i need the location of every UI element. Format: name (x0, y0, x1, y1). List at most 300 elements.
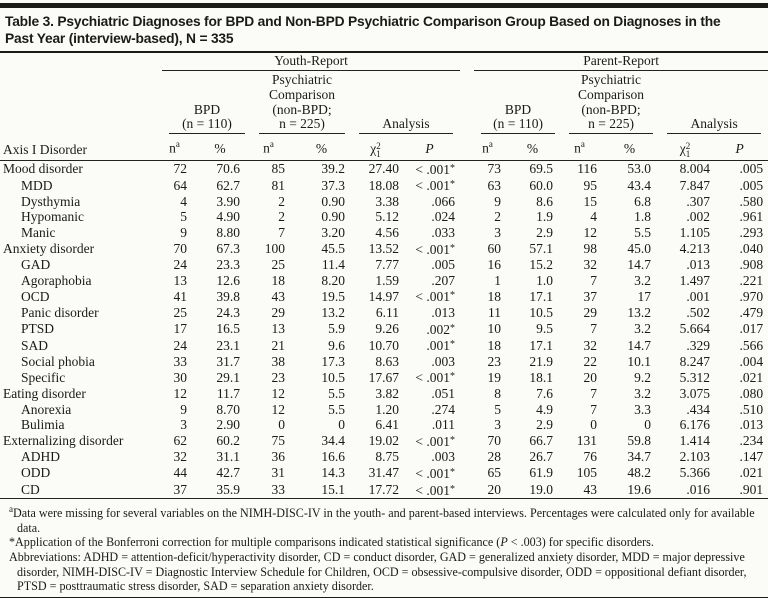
column-gap (460, 273, 474, 289)
cell: .502 (686, 305, 711, 321)
cell: 0.90 (321, 193, 345, 209)
cell: 10 (487, 321, 502, 337)
table-title (0, 8, 768, 53)
table-title-line2: Past Year (interview-based), N = 335 (5, 31, 234, 46)
cell: 14.3 (321, 465, 345, 481)
footnote-marker: a (9, 504, 13, 515)
cell: 12 (173, 386, 187, 401)
group-label: Psychiatric (581, 72, 642, 87)
cell: 15 (583, 193, 598, 209)
table-row (0, 369, 768, 386)
cell: 24 (173, 257, 187, 273)
cell: .016 (660, 482, 716, 499)
cell: 64 (173, 177, 187, 193)
group-header-analysis-parent (660, 71, 768, 135)
cell: 62.7 (216, 177, 240, 193)
cell: 6.41 (375, 417, 399, 433)
cell: 60.2 (216, 433, 240, 449)
table-row (0, 225, 768, 241)
cell: 2.103 (679, 449, 711, 465)
cell: 18.08 (368, 177, 399, 193)
cell: 25 (271, 257, 285, 273)
cell: < .001* (415, 241, 456, 257)
cell: 14.7 (627, 337, 652, 353)
footnote-bonferroni (5, 535, 764, 550)
cell: 5.5 (634, 225, 652, 241)
cell: .005 (739, 177, 764, 193)
table-header (0, 53, 768, 160)
cell: 43 (271, 288, 285, 304)
cell: .293 (739, 225, 764, 241)
table-row (0, 160, 768, 177)
cell: 22 (583, 353, 598, 369)
cell: 1.0 (536, 272, 554, 288)
column-gap (460, 465, 474, 482)
cell: .002* (426, 321, 456, 337)
column-header-n: $n^a$ (562, 134, 608, 160)
cell: 1.497 (679, 272, 711, 288)
cell: 7 (590, 321, 598, 337)
cell: 19 (487, 369, 502, 385)
cell: .207 (431, 272, 456, 288)
cell: 20 (474, 482, 512, 499)
cell: 3.075 (679, 386, 711, 401)
column-header-chi-square: χ 2 1 (660, 134, 716, 160)
cell: 17.67 (368, 369, 399, 385)
row-label: MDD (21, 177, 53, 193)
section-gap (460, 53, 474, 160)
cell: < .001* (415, 289, 456, 305)
cell: 4.56 (375, 225, 399, 241)
cell: .040 (739, 241, 764, 257)
column-gap (460, 449, 474, 465)
cell: .005 (431, 257, 456, 273)
footnote-text: < .003) for specific disorders. (507, 535, 654, 550)
cell: 5.12 (375, 209, 399, 225)
column-gap (460, 386, 474, 402)
group-n: (n = 110) (493, 116, 543, 132)
column-gap (460, 160, 474, 177)
cell: 7 (590, 272, 598, 288)
cell: 33 (173, 353, 187, 369)
cell: 12 (271, 386, 285, 401)
cell: 1.59 (375, 272, 399, 288)
footnote-missing-data (5, 502, 764, 535)
cell: 19.0 (512, 482, 562, 499)
column-gap (460, 305, 474, 321)
cell: 13.2 (627, 305, 652, 321)
column-gap (460, 417, 474, 433)
column-header-p: P (404, 134, 460, 160)
cell: 15.1 (298, 482, 352, 499)
table-row (0, 288, 768, 305)
cell: 31.7 (216, 353, 240, 369)
cell: 81 (271, 177, 285, 193)
cell: .908 (739, 257, 764, 273)
group-n: n = 225) (588, 116, 634, 132)
cell: 14.97 (368, 288, 399, 304)
cell: 7.847 (679, 177, 711, 193)
cell: .013 (686, 257, 711, 273)
cell: .013 (739, 417, 764, 433)
cell: .479 (739, 305, 764, 321)
footnote-text: Data were missing for several variables on the NIMH-DISC-IV in the youth- and parent-based interviews. Percentages were calculated only for available data. (13, 506, 755, 535)
cell: .033 (431, 225, 456, 241)
cell: 43.4 (627, 177, 652, 193)
cell: 8.70 (216, 401, 240, 417)
cell: 31.1 (216, 449, 240, 465)
cell: 105 (576, 465, 598, 481)
cell: 16 (487, 257, 502, 273)
cell: 17.3 (321, 353, 345, 369)
cell: 29 (271, 305, 285, 321)
column-gap (460, 482, 474, 499)
cell: 18.1 (529, 369, 554, 385)
table-row (0, 337, 768, 354)
cell: 76 (583, 449, 598, 465)
footnote-abbreviations: Abbreviations: ADHD = attention-deficit/hyperactivity disorder, CD = conduct disorder, GAD = generalized anxiety disorder, MDD = major depressive disorder, NIMH-DISC-IV = Diagnostic Interview Schedule for Children, OCD = obsessive-compulsive disorder, ODD = oppositional defiant disorder, PTSD = posttraumatic stress disorder, SAD = separation anxiety disorder. (9, 549, 747, 594)
cell: 17 (173, 321, 187, 337)
cell: .004 (739, 353, 764, 369)
cell: 3.2 (634, 321, 652, 337)
cell: 0 (590, 417, 598, 433)
cell: 21 (271, 337, 285, 353)
column-header-n: $n^a$ (162, 134, 200, 160)
cell: 31 (271, 465, 285, 481)
cell: 4.213 (679, 241, 711, 257)
row-label: Specific (21, 369, 66, 385)
table-row (0, 449, 768, 465)
axis-column-header: Axis I Disorder (0, 53, 162, 160)
cell: 2 (278, 209, 285, 225)
cell: 13.2 (321, 305, 345, 321)
cell: 59.8 (627, 433, 652, 449)
cell: < .001* (415, 370, 456, 386)
cell: 11.7 (216, 386, 240, 401)
group-label: BPD (504, 101, 532, 117)
column-gap (460, 257, 474, 273)
cell: 1.20 (375, 401, 399, 417)
cell: < .001* (415, 465, 456, 481)
row-label: Externalizing disorder (3, 433, 124, 449)
cell: 24 (173, 337, 187, 353)
cell: 9.5 (536, 321, 554, 337)
cell: 44 (173, 465, 187, 481)
column-header-pct: % (512, 134, 562, 160)
cell: 33 (252, 482, 298, 499)
cell: 17 (637, 288, 652, 304)
cell: 39.8 (216, 288, 240, 304)
group-label: Comparison (578, 86, 645, 102)
column-gap (460, 241, 474, 258)
cell: 27.40 (368, 161, 399, 177)
cell: 23 (487, 353, 502, 369)
cell: 53.0 (627, 161, 652, 177)
cell: 12 (583, 225, 598, 241)
cell: 6.8 (634, 193, 652, 209)
group-label: (non-BPD; (581, 101, 641, 117)
table-row (0, 433, 768, 450)
column-header-pct: % (200, 134, 252, 160)
column-gap (460, 354, 474, 370)
cell: 21.9 (529, 353, 554, 369)
row-label: Panic disorder (21, 305, 99, 321)
cell: 38 (271, 353, 285, 369)
cell: 48.2 (627, 465, 652, 481)
cell: 8.20 (321, 272, 345, 288)
column-gap (460, 288, 474, 305)
cell: 116 (577, 161, 598, 177)
cell: 7 (278, 225, 285, 241)
cell: 60.0 (529, 177, 554, 193)
cell: 25 (173, 305, 187, 321)
cell: .051 (431, 386, 456, 401)
cell: 3.3 (634, 401, 652, 417)
cell: 23.1 (216, 337, 240, 353)
cell: 9.2 (634, 369, 652, 385)
group-n: (n = 110) (182, 116, 232, 132)
group-header-bpd-parent (474, 71, 562, 135)
cell: 69.5 (529, 161, 554, 177)
table-title-line1: Table 3. Psychiatric Diagnoses for BPD and Non-BPD Psychiatric Comparison Group Based on Diagnoses in the (5, 14, 721, 29)
cell: 65 (487, 465, 502, 481)
cell: .002 (686, 209, 711, 225)
group-label: Analysis (382, 116, 430, 132)
group-label: BPD (193, 101, 221, 117)
cell: 35.9 (200, 482, 252, 499)
cell: .003 (431, 353, 456, 369)
cell: 34.7 (627, 449, 652, 465)
cell: 41 (173, 288, 187, 304)
p-symbol: P (500, 535, 508, 550)
cell: 32 (583, 337, 598, 353)
column-gap (460, 369, 474, 386)
cell: 7.77 (375, 257, 399, 273)
cell: .021 (739, 465, 764, 481)
cell: .901 (716, 482, 768, 499)
cell: 16.6 (321, 449, 345, 465)
cell: 62 (173, 433, 187, 449)
row-label: Hypomanic (21, 209, 84, 225)
cell: 8.75 (375, 449, 399, 465)
cell: < .001* (415, 161, 456, 177)
cell: .013 (431, 305, 456, 321)
cell: .961 (739, 209, 764, 225)
cell: < .001* (415, 178, 456, 194)
cell: 70 (173, 241, 187, 257)
row-label: Bulimia (21, 417, 65, 433)
section-header-youth: Youth-Report (162, 53, 460, 71)
cell: 39.2 (321, 161, 345, 177)
cell: .080 (739, 386, 764, 401)
cell: 26.7 (529, 449, 554, 465)
cell: 19.6 (608, 482, 660, 499)
row-label: OCD (21, 288, 50, 304)
group-label: Psychiatric (272, 72, 332, 87)
table-body (0, 160, 768, 498)
cell: 6.176 (679, 417, 711, 433)
table-row (0, 402, 768, 418)
cell: 31.47 (368, 465, 399, 481)
row-label: Agoraphobia (21, 272, 92, 288)
cell: 63 (487, 177, 502, 193)
cell: 4 (180, 193, 187, 209)
cell: .274 (431, 401, 456, 417)
group-header-comparison-parent (562, 71, 660, 135)
cell: .003 (431, 449, 456, 465)
cell: .066 (431, 193, 456, 209)
cell: 5.312 (679, 369, 711, 385)
cell: 29 (583, 305, 598, 321)
cell: 14.7 (627, 257, 652, 273)
cell: .510 (739, 401, 764, 417)
cell: 30 (173, 369, 187, 385)
group-label: Comparison (269, 86, 335, 102)
footnote-marker: * (9, 535, 16, 550)
cell: 7.6 (536, 386, 554, 401)
table-row (0, 321, 768, 338)
cell: 17.1 (529, 288, 554, 304)
cell: 66.7 (529, 433, 554, 449)
cell: 32 (583, 257, 598, 273)
cell: 67.3 (216, 241, 240, 257)
cell: 0 (278, 417, 285, 433)
row-label: ADHD (21, 449, 60, 465)
group-n: n = 225) (279, 116, 325, 132)
cell: 75 (271, 433, 285, 449)
cell: .001* (426, 338, 456, 354)
cell: 17.1 (529, 337, 554, 353)
cell: 3.90 (216, 193, 240, 209)
row-label: PTSD (21, 321, 55, 337)
cell: 28 (487, 449, 502, 465)
cell: 70.6 (216, 161, 240, 177)
group-label: Analysis (690, 116, 738, 132)
row-label: Social phobia (21, 353, 95, 369)
cell: 60 (487, 241, 502, 257)
cell: 34.4 (321, 433, 345, 449)
cell: 9.6 (328, 337, 345, 353)
cell: 1.9 (536, 209, 554, 225)
cell: 8.63 (375, 353, 399, 369)
cell: 3.2 (634, 272, 652, 288)
cell: 20 (583, 369, 598, 385)
cell: 18 (271, 272, 285, 288)
cell: 0 (644, 417, 652, 433)
cell: .434 (686, 401, 711, 417)
cell: 0 (338, 417, 345, 433)
diagnoses-table (0, 53, 768, 499)
table-row (0, 305, 768, 321)
cell: 15.2 (529, 257, 554, 273)
cell: 10.5 (529, 305, 554, 321)
cell: .580 (739, 193, 764, 209)
cell: 12 (271, 401, 285, 417)
cell: 7 (590, 401, 598, 417)
cell: 45.5 (321, 241, 345, 257)
cell: 3.38 (375, 193, 399, 209)
cell: 1.8 (634, 209, 652, 225)
cell: 37 (583, 288, 598, 304)
cell: 11 (488, 305, 502, 321)
table-row (0, 354, 768, 370)
column-gap (460, 209, 474, 225)
cell: 11.4 (321, 257, 345, 273)
cell: 5.5 (328, 386, 345, 401)
column-gap (460, 337, 474, 354)
cell: 61.9 (529, 465, 554, 481)
cell: 3.20 (321, 225, 345, 241)
cell: 100 (264, 241, 285, 257)
cell: 5.366 (679, 465, 711, 481)
cell: 9 (180, 225, 187, 241)
cell: .005 (739, 161, 764, 177)
section-header-parent: Parent-Report (474, 53, 768, 71)
footnotes (0, 499, 768, 594)
cell: < .001* (415, 433, 456, 449)
row-label: Anorexia (21, 401, 72, 417)
cell: 12.6 (216, 272, 240, 288)
section-header-row (0, 53, 768, 71)
cell: 4 (590, 209, 598, 225)
cell: 85 (271, 161, 285, 177)
cell: 8.6 (536, 193, 554, 209)
cell: 7 (590, 386, 598, 401)
column-gap (460, 225, 474, 241)
row-label: ODD (21, 465, 51, 481)
column-gap (460, 177, 474, 194)
cell: 13 (271, 321, 285, 337)
row-label: Dysthymia (21, 193, 81, 209)
cell: 8 (494, 386, 502, 401)
cell: < .001* (404, 482, 460, 499)
cell: 16.5 (216, 321, 240, 337)
table-row (0, 465, 768, 482)
cell: 13.52 (368, 241, 399, 257)
cell: .329 (686, 337, 711, 353)
column-gap (460, 433, 474, 450)
cell: 5.5 (328, 401, 345, 417)
cell: 70 (487, 433, 502, 449)
cell: .024 (431, 209, 456, 225)
column-gap (460, 321, 474, 338)
table-row (0, 257, 768, 273)
cell: 19.02 (368, 433, 399, 449)
cell: 3 (494, 417, 502, 433)
cell: 0.90 (321, 209, 345, 225)
cell: 19.5 (321, 288, 345, 304)
column-gap (460, 402, 474, 418)
cell: 1 (494, 272, 502, 288)
table-row (0, 241, 768, 258)
group-header-analysis-youth (352, 71, 460, 135)
row-label: Anxiety disorder (3, 241, 95, 257)
column-gap (460, 194, 474, 210)
cell: 8.80 (216, 225, 240, 241)
group-header-comparison-youth (252, 71, 352, 135)
cell: 10.5 (321, 369, 345, 385)
table-row (0, 482, 768, 499)
cell: 73 (487, 161, 502, 177)
cell: 10.1 (627, 353, 652, 369)
cell: .970 (739, 288, 764, 304)
cell: 57.1 (529, 241, 554, 257)
cell: 24.3 (216, 305, 240, 321)
cell: 98 (583, 241, 598, 257)
column-header-p: P (716, 134, 768, 160)
cell: 42.7 (216, 465, 240, 481)
cell: .234 (739, 433, 764, 449)
